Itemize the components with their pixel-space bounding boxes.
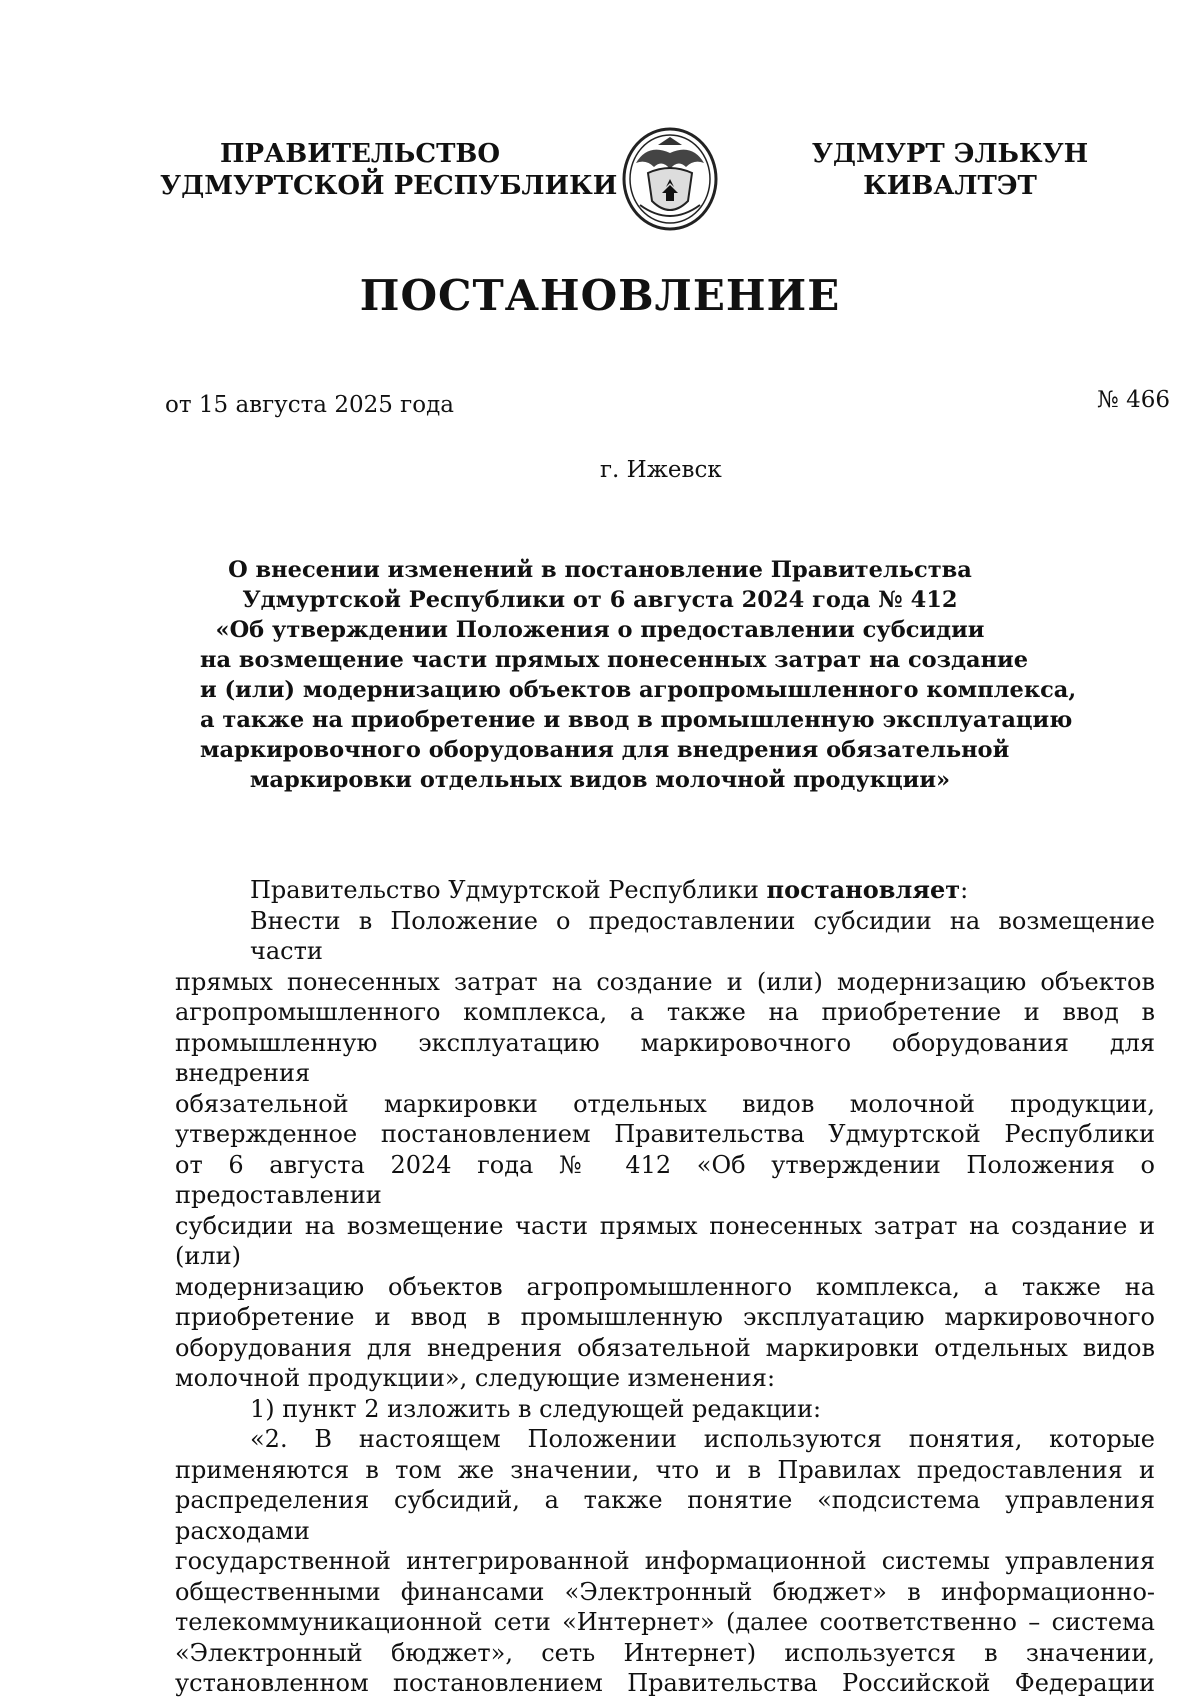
paragraph-line: приобретение и ввод в промышленную эксплуатацию маркировочного — [175, 1303, 1155, 1331]
quote-line: общественными финансами «Электронный бюджет» в информационно- — [175, 1577, 1155, 1606]
header-right-line: КИВАЛТЭТ — [863, 171, 1037, 201]
document-number: № 466 — [1097, 387, 1170, 413]
paragraph-line: утвержденное постановлением Правительства Удмуртской Республики — [175, 1120, 1155, 1148]
quote-line: телекоммуникационной сети «Интернет» (далее соответственно – система — [175, 1608, 1155, 1636]
document-city: г. Ижевск — [600, 457, 722, 483]
subject-line: «Об утверждении Положения о предоставлении субсидии — [215, 617, 985, 643]
quote-line: установленном постановлением Правительства Российской Федерации — [175, 1669, 1155, 1697]
subject-line: О внесении изменений в постановление Правительства — [228, 557, 972, 583]
header-left-line: ПРАВИТЕЛЬСТВО — [219, 139, 501, 169]
paragraph-line: промышленную эксплуатацию маркировочного оборудования для внедрения — [175, 1028, 1155, 1087]
intro-bold: постановляет — [766, 875, 961, 904]
intro-line — [175, 875, 1155, 906]
paragraph-line: прямых понесенных затрат на создание и (или) модернизацию объектов — [175, 967, 1155, 996]
quote-line: «2. В настоящем Положении используются понятия, которые — [250, 1425, 1155, 1453]
header-right — [785, 138, 1115, 202]
subject-line: маркировки отдельных видов молочной продукции» — [249, 767, 951, 793]
paragraph-line: оборудования для внедрения обязательной маркировки отдельных видов — [175, 1333, 1155, 1362]
header-left-line: УДМУРТСКОЙ РЕСПУБЛИКИ — [160, 171, 618, 201]
quote-line: применяются в том же значении, что и в Правилах предоставления и — [175, 1455, 1155, 1484]
subject-line: маркировочного оборудования для внедрения обязательной — [200, 737, 1010, 763]
coat-of-arms-emblem — [618, 123, 722, 235]
paragraph-line: Внести в Положение о предоставлении субсидии на возмещение части — [250, 906, 1155, 965]
intro-colon: : — [960, 876, 969, 904]
paragraph-line: модернизацию объектов агропромышленного комплекса, а также на — [175, 1272, 1155, 1301]
paragraph-line: субсидии на возмещение части прямых понесенных затрат на создание и (или) — [175, 1211, 1155, 1270]
document-subject — [200, 555, 1077, 795]
subject-line: а также на приобретение и ввод в промышленную эксплуатацию — [200, 707, 1073, 733]
document-date: от 15 августа 2025 года — [165, 392, 454, 418]
paragraph-line: агропромышленного комплекса, а также на приобретение и ввод в — [175, 998, 1155, 1026]
quote-line: распределения субсидий, а также понятие «подсистема управления расходами — [175, 1486, 1155, 1545]
paragraph-line: от 6 августа 2024 года № 412 «Об утверждении Положения о предоставлении — [175, 1150, 1155, 1209]
subject-line: на возмещение части прямых понесенных затрат на создание — [200, 647, 1029, 673]
document-body — [175, 875, 1155, 1699]
paragraph-line: обязательной маркировки отдельных видов молочной продукции, — [175, 1089, 1155, 1118]
header-left — [160, 138, 618, 202]
subject-line: Удмуртской Республики от 6 августа 2024 года № 412 — [242, 587, 958, 613]
item-1: 1) пункт 2 изложить в следующей редакции: — [250, 1394, 822, 1423]
quote-line: «Электронный бюджет», сеть Интернет) используется в значении, — [175, 1638, 1155, 1667]
paragraph-line: молочной продукции», следующие изменения: — [175, 1364, 776, 1392]
subject-line: и (или) модернизацию объектов агропромышленного комплекса, — [200, 677, 1077, 703]
intro-text: Правительство Удмуртской Республики — [250, 876, 767, 904]
quote-line: государственной интегрированной информационной системы управления — [175, 1547, 1155, 1575]
document-type-title: ПОСТАНОВЛЕНИЕ — [359, 271, 841, 320]
header-right-line: УДМУРТ ЭЛЬКУН — [811, 139, 1089, 169]
